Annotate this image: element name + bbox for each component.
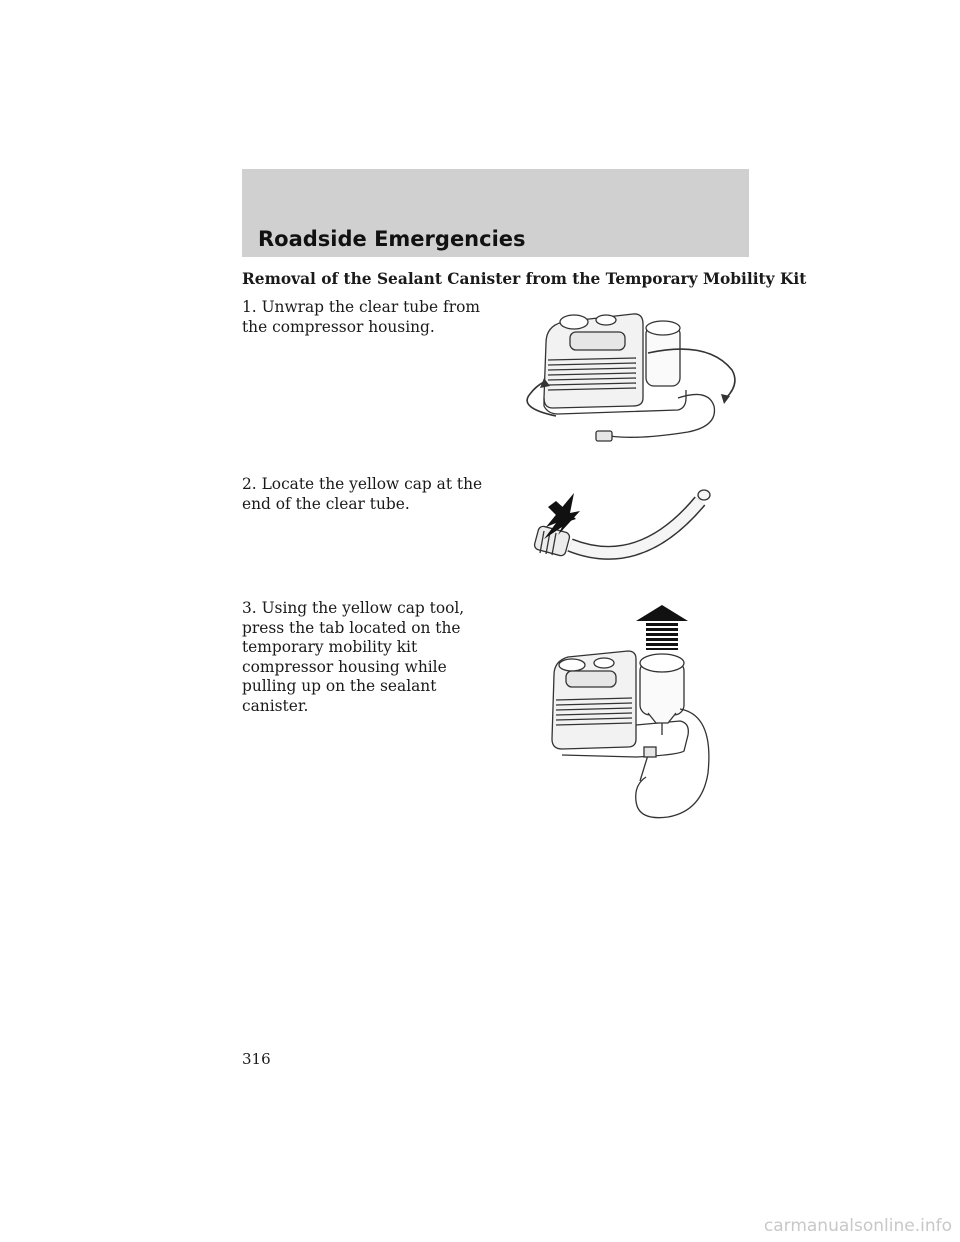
page-number: 316 [242, 1050, 271, 1068]
canister-lift-illustration [548, 605, 714, 833]
chapter-header [242, 169, 749, 257]
step-2-text: 2. Locate the yellow cap at the end of the clear tube. [242, 475, 483, 513]
chapter-title: Roadside Emergencies [258, 227, 526, 251]
step-3-text: 3. Using the yellow cap tool, press the tab located on the temporary mobility kit compressor housing while pulling up on the sealant canister. [242, 599, 465, 715]
section-heading: Removal of the Sealant Canister from the Temporary Mobility Kit [242, 270, 807, 288]
step-1-text: 1. Unwrap the clear tube from the compressor housing. [242, 298, 480, 336]
tube-cap-illustration [520, 483, 720, 583]
watermark: carmanualsonline.info [763, 1216, 952, 1236]
compressor-unwrap-illustration [518, 298, 740, 456]
